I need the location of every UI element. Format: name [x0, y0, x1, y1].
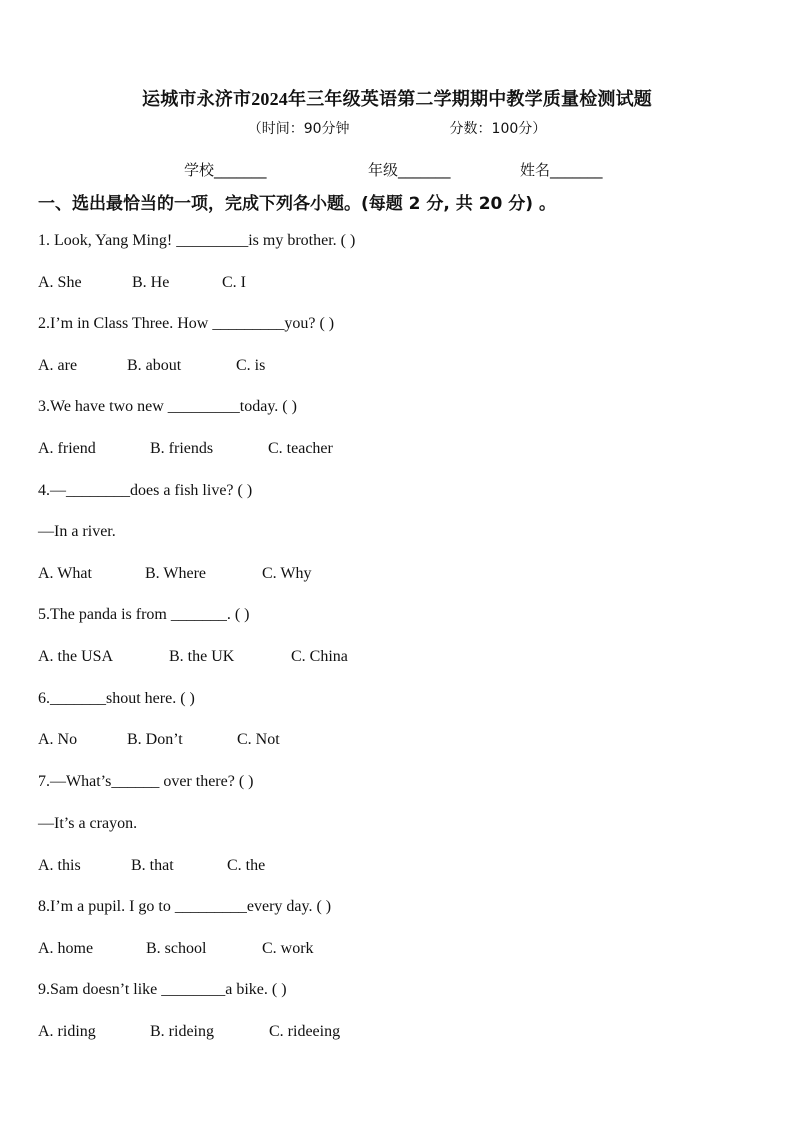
question-6-options	[38, 731, 280, 749]
question-4-answer-line: —In a river.	[38, 523, 116, 540]
option-b[interactable]: B. Don’t	[127, 731, 183, 748]
question-7-options	[38, 857, 265, 875]
option-c[interactable]: C. teacher	[268, 440, 333, 457]
option-a[interactable]: A. this	[38, 857, 81, 874]
option-c[interactable]: C. Why	[262, 565, 312, 582]
section-heading: 一、选出最恰当的一项，完成下列各小题。(每题 2 分, 共 20 分) 。	[38, 194, 556, 214]
exam-info	[0, 118, 794, 138]
question-4-options	[38, 565, 311, 583]
question-2-stem: 2.I’m in Class Three. How _________you? ( )	[38, 315, 335, 332]
question-3-stem: 3.We have two new _________today. ( )	[38, 398, 297, 415]
question-7-stem: 7.—What’s______ over there? ( )	[38, 773, 254, 790]
option-c[interactable]: C. rideeing	[269, 1023, 341, 1040]
option-a[interactable]: A. What	[38, 565, 92, 582]
question-6-stem: 6._______shout here. ( )	[38, 690, 195, 707]
option-b[interactable]: B. friends	[150, 440, 214, 457]
option-b[interactable]: B. school	[146, 940, 207, 957]
option-a[interactable]: A. the USA	[38, 648, 114, 665]
question-8-options	[38, 940, 314, 958]
option-b[interactable]: B. Where	[145, 565, 207, 582]
grade-field[interactable]: 年级_______	[368, 161, 451, 179]
question-9-options	[38, 1023, 340, 1041]
option-a[interactable]: A. are	[38, 357, 78, 374]
option-b[interactable]: B. rideing	[150, 1023, 214, 1040]
question-9-stem: 9.Sam doesn’t like ________a bike. ( )	[38, 981, 287, 998]
option-c[interactable]: C. I	[222, 274, 246, 291]
question-5-stem: 5.The panda is from _______. ( )	[38, 606, 250, 623]
question-3-options	[38, 440, 333, 458]
question-4-stem: 4.—________does a fish live? ( )	[38, 482, 253, 499]
option-b[interactable]: B. that	[131, 857, 174, 874]
total-score: 分数：100分）	[449, 121, 547, 137]
exam-title: 运城市永济市2024年三年级英语第二学期期中教学质量检测试题	[142, 89, 652, 109]
question-7-answer-line: —It’s a crayon.	[38, 815, 138, 832]
time-limit: （时间：90分钟	[247, 121, 350, 137]
option-b[interactable]: B. about	[127, 357, 182, 374]
option-a[interactable]: A. friend	[38, 440, 96, 457]
option-c[interactable]: C. Not	[237, 731, 280, 748]
option-b[interactable]: B. He	[132, 274, 170, 291]
question-2-options	[38, 357, 265, 375]
option-c[interactable]: C. the	[227, 857, 266, 874]
option-a[interactable]: A. home	[38, 940, 94, 957]
option-a[interactable]: A. No	[38, 731, 78, 748]
option-c[interactable]: C. China	[291, 648, 348, 665]
option-c[interactable]: C. work	[262, 940, 314, 957]
question-5-options	[38, 648, 348, 666]
name-field[interactable]: 姓名_______	[520, 161, 603, 179]
option-a[interactable]: A. She	[38, 274, 82, 291]
question-8-stem: 8.I’m a pupil. I go to _________every day. ( )	[38, 898, 332, 915]
question-1-options	[38, 274, 246, 292]
option-a[interactable]: A. riding	[38, 1023, 96, 1040]
option-b[interactable]: B. the UK	[169, 648, 235, 665]
question-1-stem: 1. Look, Yang Ming! _________is my brother. ( )	[38, 232, 356, 249]
option-c[interactable]: C. is	[236, 357, 266, 374]
school-field[interactable]: 学校_______	[184, 161, 267, 179]
